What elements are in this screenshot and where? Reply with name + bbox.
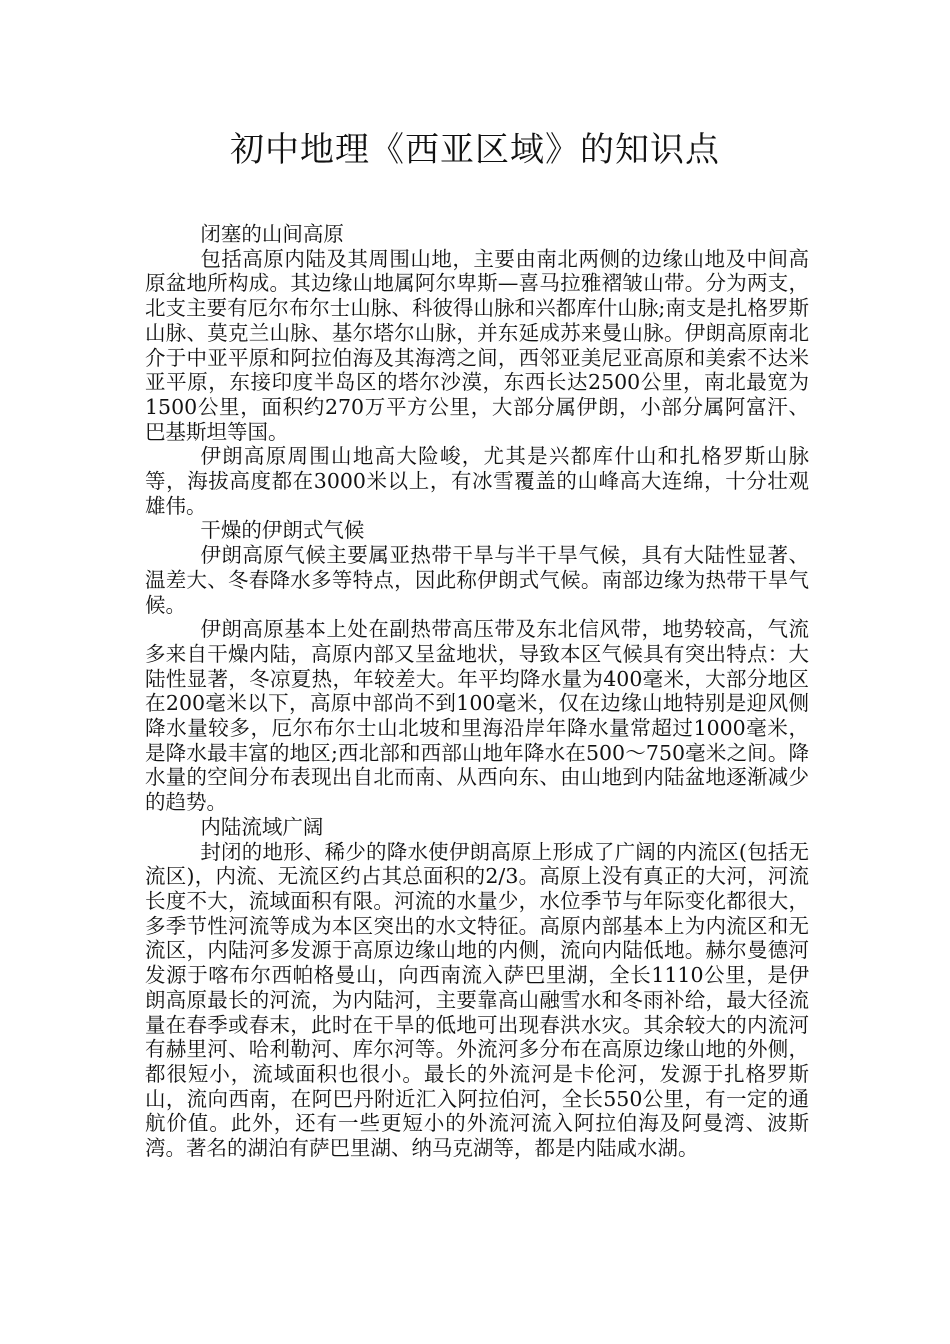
paragraph-plateau-mountains: 伊朗高原周围山地高大险峻，尤其是兴都库什山和扎格罗斯山脉等，海拔高度都在3000米以上，有冰雪覆盖的山峰高大连绵，十分壮观雄伟。 — [145, 444, 809, 518]
paragraph-climate-causes: 伊朗高原基本上处在副热带高压带及东北信风带，地势较高，气流多来自干燥内陆，高原内部又呈盆地状，导致本区气候具有突出特点：大陆性显著，冬凉夏热，年较差大。年平均降水量为400毫米，大部分地区在200毫米以下，高原中部尚不到100毫米，仅在边缘山地特别是迎风侧降水量较多，厄尔布尔士山北坡和里海沿岸年降水量常超过1000毫米，是降水最丰富的地区;西北部和西部山地年降水在500～750毫米之间。降水量的空间分布表现出自北而南、从西向东、由山地到内陆盆地逐渐减少的趋势。 — [145, 617, 809, 815]
section-heading-climate: 干燥的伊朗式气候 — [200, 518, 365, 543]
section-heading-basins: 内陆流域广阔 — [200, 814, 324, 839]
document-body — [145, 222, 809, 1161]
paragraph-climate-type: 伊朗高原气候主要属亚热带干旱与半干旱气候，具有大陆性显著、温差大、冬春降水多等特点，因此称伊朗式气候。南部边缘为热带干旱气候。 — [145, 543, 809, 617]
paragraph-basins-rivers: 封闭的地形、稀少的降水使伊朗高原上形成了广阔的内流区(包括无流区)，内流、无流区约占其总面积的2/3。高原上没有真正的大河，河流长度不大，流域面积有限。河流的水量少，水位季节与年际变化都很大，多季节性河流等成为本区突出的水文特征。高原内部基本上为内流区和无流区，内陆河多发源于高原边缘山地的内侧，流向内陆低地。赫尔曼德河发源于喀布尔西帕格曼山，向西南流入萨巴里湖，全长1110公里，是伊朗高原最长的河流，为内陆河，主要靠高山融雪水和冬雨补给，最大径流量在春季或春末，此时在干旱的低地可出现春洪水灾。其余较大的内流河有赫里河、哈利勒河、库尔河等。外流河多分布在高原边缘山地的外侧，都很短小，流域面积也很小。最长的外流河是卡伦河，发源于扎格罗斯山，流向西南，在阿巴丹附近汇入阿拉伯河，全长550公里，有一定的通航价值。此外，还有一些更短小的外流河流入阿拉伯海及阿曼湾、波斯湾。著名的湖泊有萨巴里湖、纳马克湖等，都是内陆咸水湖。 — [145, 839, 809, 1161]
document-title: 初中地理《西亚区域》的知识点 — [230, 130, 720, 170]
section-heading-plateau: 闭塞的山间高原 — [200, 222, 344, 246]
paragraph-plateau-overview: 包括高原内陆及其周围山地，主要由南北两侧的边缘山地及中间高原盆地所构成。其边缘山地属阿尔卑斯—喜马拉雅褶皱山带。分为两支，北支主要有厄尔布尔士山脉、科彼得山脉和兴都库什山脉;南支是扎格罗斯山脉、莫克兰山脉、基尔塔尔山脉，并东延成苏来曼山脉。伊朗高原南北介于中亚平原和阿拉伯海及其海湾之间，西邻亚美尼亚高原和美索不达米亚平原，东接印度半岛区的塔尔沙漠，东西长达2500公里，南北最宽为1500公里，面积约270万平方公里，大部分属伊朗，小部分属阿富汗、巴基斯坦等国。 — [145, 246, 809, 444]
